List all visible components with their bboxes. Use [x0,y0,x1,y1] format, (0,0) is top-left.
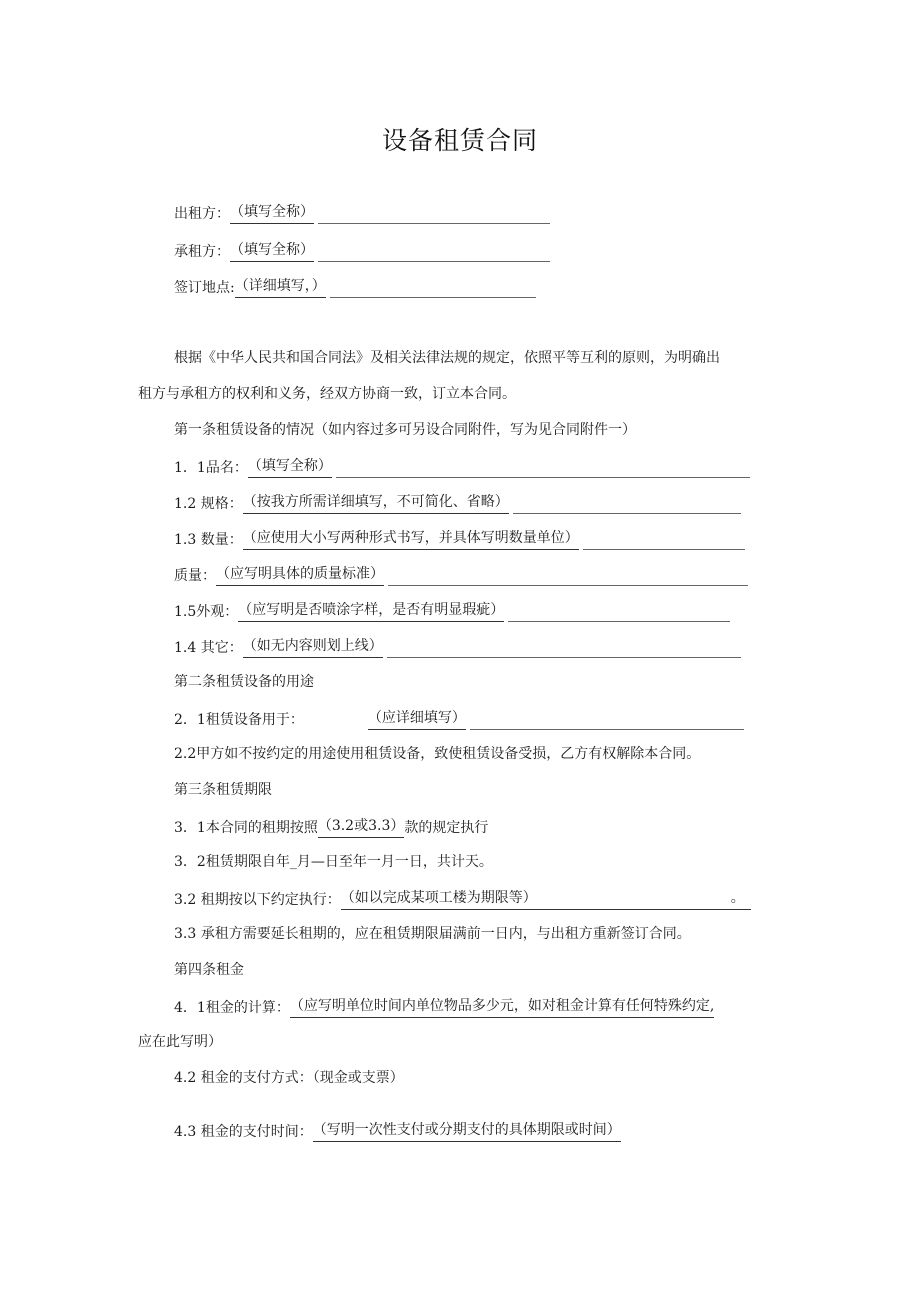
place-blank[interactable] [330,281,536,298]
quantity-blank[interactable] [583,533,745,550]
clause-3-2b-hint: （如以完成某项工楼为期限等） [340,890,537,906]
other-blank[interactable] [387,641,741,658]
lessor-hint: （填写全称） [230,202,314,224]
article-3-heading: 第三条租赁期限 [174,782,272,798]
quality-row [174,564,748,586]
usage-row [174,708,744,730]
appearance-hint: （应写明是否喷涂字样，是否有明显瑕疵） [238,600,504,622]
clause-4-3-label: 4.3 租金的支付时间： [174,1124,313,1140]
item-name-blank[interactable] [336,461,750,478]
clause-4-3-hint: （写明一次性支付或分期支付的具体期限或时间） [313,1120,621,1142]
lessor-blank[interactable] [318,207,550,224]
lessee-blank[interactable] [318,245,550,262]
article-4-heading: 第四条租金 [174,962,244,978]
lessor-label: 出租方： [174,206,230,222]
clause-3-2b-field[interactable] [341,888,751,910]
clause-3-1-post: 款的规定执行 [404,820,489,836]
document-title: 设备租赁合同 [381,126,538,155]
item-name-hint: （填写全称） [248,456,332,478]
quantity-hint: （应使用大小写两种形式书写，并具体写明数量单位） [243,528,579,550]
clause-3-2: 3．2租赁期限自年_月—日至年一月一日，共计天。 [174,854,493,870]
spec-row [174,492,741,514]
lessee-label: 承租方： [174,244,230,260]
appearance-row [174,600,730,622]
article-1-heading: 第一条租赁设备的情况（如内容过多可另设合同附件，写为见合同附件一） [174,422,636,438]
clause-4-1-label: 4．1租金的计算： [174,1000,290,1016]
place-label: 签订地点: [174,280,235,296]
quantity-label: 1.3 数量： [174,532,243,548]
lessee-hint: （填写全称） [230,240,314,262]
clause-3-1-row [174,816,488,838]
quality-label: 质量： [174,568,216,584]
other-label: 1.4 其它： [174,640,243,656]
spec-label: 1.2 规格： [174,496,243,512]
clause-4-1-cont: 应在此写明） [138,1034,222,1050]
appearance-label: 1.5外观： [174,604,239,620]
clause-4-1-row [174,996,714,1018]
place-hint: （详细填写，） [235,276,326,298]
quality-blank[interactable] [388,569,748,586]
usage-label: 2．1租赁设备用于： [174,712,304,728]
clause-3-1-hint: （3.2或3.3） [318,816,405,838]
appearance-blank[interactable] [508,605,730,622]
lessor-row [174,202,550,224]
preamble-line-2: 租方与承租方的权利和义务，经双方协商一致，订立本合同。 [138,386,516,402]
place-row [174,276,536,298]
clause-3-2b-end: 。 [730,890,745,906]
clause-4-3-row [174,1120,621,1142]
clause-3-1-pre: 3．1本合同的租期按照 [174,820,318,836]
article-2-heading: 第二条租赁设备的用途 [174,674,314,690]
clause-3-2b-row [174,888,751,910]
quality-hint: （应写明具体的质量标准） [216,564,384,586]
item-name-row [174,456,750,478]
clause-4-1-hint: （应写明单位时间内单位物品多少元，如对租金计算有任何特殊约定, [290,996,714,1018]
clause-4-2: 4.2 租金的支付方式：（现金或支票） [174,1070,404,1086]
clause-2-2: 2.2甲方如不按约定的用途使用租赁设备，致使租赁设备受损，乙方有权解除本合同。 [174,746,701,762]
other-hint: （如无内容则划上线） [243,636,383,658]
item-name-label: 1．1品名： [174,460,248,476]
spec-blank[interactable] [513,497,741,514]
preamble-line-1: 根据《中华人民共和国合同法》及相关法律法规的规定，依照平等互利的原则，为明确出 [174,350,720,366]
quantity-row [174,528,745,550]
usage-blank[interactable] [470,713,744,730]
usage-hint: （应详细填写） [368,708,466,730]
other-row [174,636,741,658]
spec-hint: （按我方所需详细填写，不可简化、省略） [243,492,509,514]
lessee-row [174,240,550,262]
clause-3-2b-label: 3.2 租期按以下约定执行： [174,892,341,908]
clause-3-3: 3.3 承租方需要延长租期的，应在租赁期限届满前一日内，与出租方重新签订合同。 [174,926,691,942]
